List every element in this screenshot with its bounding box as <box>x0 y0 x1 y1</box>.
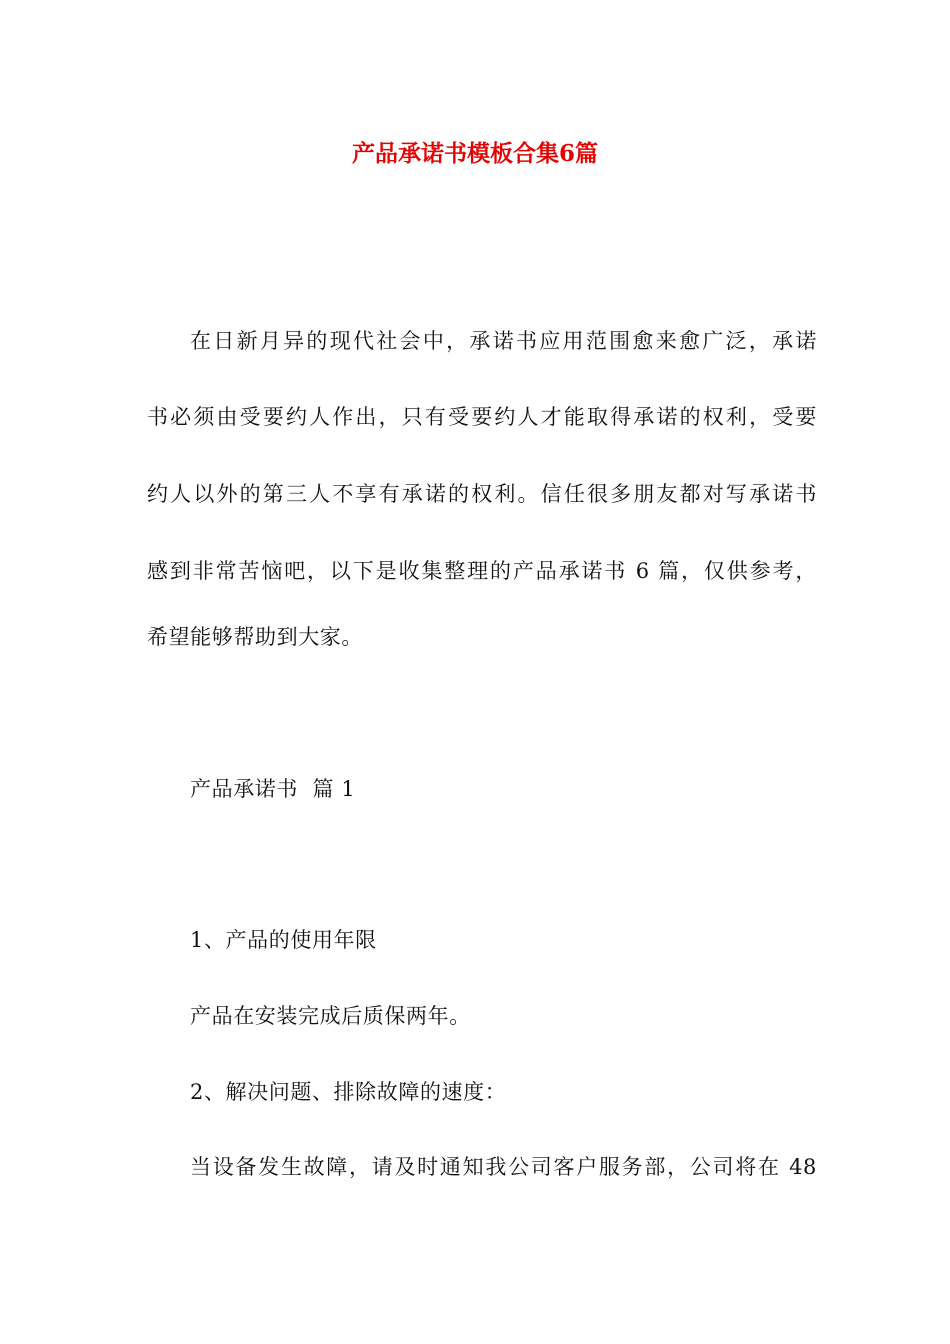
item-1-heading: 1、产品的使用年限 <box>190 928 377 952</box>
intro-line-2: 书必须由受要约人作出，只有受要约人才能取得承诺的权利，受要 <box>147 405 817 429</box>
intro-line-5: 希望能够帮助到大家。 <box>147 625 363 649</box>
intro-line-4: 感到非常苦恼吧，以下是收集整理的产品承诺书 6 篇，仅供参考， <box>147 559 817 583</box>
item-2-heading: 2、解决问题、排除故障的速度： <box>190 1080 507 1104</box>
section-heading: 产品承诺书 篇 1 <box>190 777 356 801</box>
item-2-body: 当设备发生故障，请及时通知我公司客户服务部，公司将在 48 <box>190 1155 817 1179</box>
intro-line-1: 在日新月异的现代社会中，承诺书应用范围愈来愈广泛，承诺 <box>190 329 817 353</box>
document-title: 产品承诺书模板合集6篇 <box>351 140 598 167</box>
item-1-body: 产品在安装完成后质保两年。 <box>190 1004 471 1028</box>
intro-line-3: 约人以外的第三人不享有承诺的权利。信任很多朋友都对写承诺书 <box>147 482 817 506</box>
